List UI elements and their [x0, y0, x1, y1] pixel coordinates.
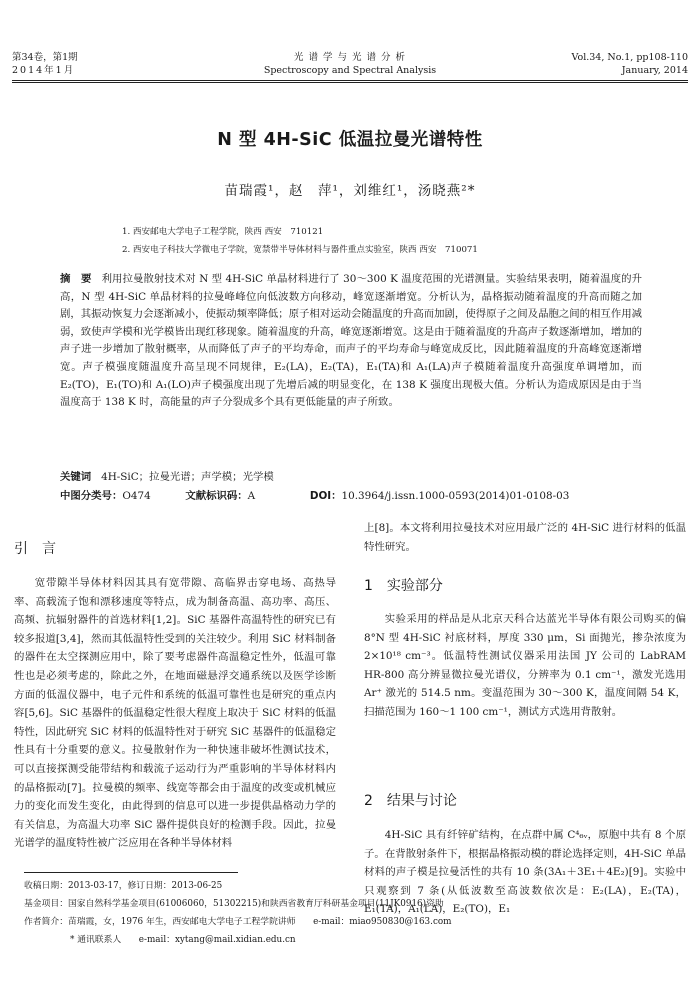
- footnote-author-bio: 作者简介：苗瑞霞，女，1976 年生，西安邮电大学电子工程学院讲师 e-mail：miao950830@163.com: [24, 917, 452, 927]
- journal-name-en: Spectroscopy and Spectral Analysis: [263, 65, 437, 76]
- doc-code-value: A: [247, 490, 256, 502]
- journal-volume: 第34卷，第1期: [12, 52, 78, 63]
- affiliation-1: 1. 西安邮电大学电子工程学院，陕西 西安 710121: [122, 227, 324, 237]
- paper-title: N 型 4H-SiC 低温拉曼光谱特性: [217, 130, 483, 150]
- footnote-fund: 基金项目：国家自然科学基金项目(61006060，51302215)和陕西省教育厅科研基金项目(11JK0916)资助: [24, 899, 444, 909]
- section-1-heading: 1 实验部分: [364, 578, 443, 594]
- keywords-text: 4H-SiC；拉曼光谱；声学模；光学模: [101, 471, 274, 483]
- intro-heading: 引 言: [14, 541, 56, 557]
- journal-name-cn: 光 谱 学 与 光 谱 分 析: [293, 52, 407, 63]
- abstract-text: 利用拉曼散射技术对 N 型 4H-SiC 单晶材料进行了 30～300 K 温度范围的光谱测量。实验结果表明，随着温度的升高，N 型 4H-SiC 单晶材料的拉曼峰峰位向低波数方向移动，峰宽逐渐增宽。分析认为，晶格振动随着温度的升高而随之加剧，其振动恢复力会逐渐减小，使振动频率降低；原子相对运动会随温度的升高而加剧，使得原子之间及晶胞之间的相互作用减弱，致使声学模和光学模皆出现红移现象。随着温度的升高，峰宽逐渐增宽。这是由于随着温度的升高声子数逐渐增加，增加的声子进一步增加了散射概率，从而降低了声子的平均寿命，而声子的平均寿命与峰宽成反比，因此随着温度的升高峰宽逐渐增宽。声子模强度随温度升高呈现不同规律，E₂(LA)，E₂(TA)，E₁(TA)和 A₁(LA)声子模随着温度升高强度单调增加，而 E₂(TO)，E₁(TO)和 A₁(LO)声子模强度出现了先增后减的明显变化，在 138 K 强度出现极大值。分析认为造成原因是由于当温度高于 138 K 时，高能量的声子分裂成多个具有更低能量的声子所致。: [60, 273, 642, 409]
- section-2-heading: 2 结果与讨论: [364, 793, 457, 809]
- section-1-paragraph: 实验采用的样品是从北京天科合达蓝光半导体有限公司购买的偏 8°N 型 4H-SiC 衬底材料，厚度 330 μm，Si 面抛光，掺杂浓度为 2×10¹⁸ cm⁻³。低温特性测试仪器采用法国 JY 公司的 LabRAM HR-800 高分辨显微拉曼光谱仪，分辨率为 0.1 cm⁻¹，激发光选用 Ar⁺ 激光的 514.5 nm。变温范围为 30～300 K，温度间隔 54 K，扫描范围为 160～1 100 cm⁻¹，测试方式选用背散射。: [364, 613, 686, 718]
- header-rule-2: [12, 82, 688, 83]
- doi-label: DOI：: [309, 490, 342, 502]
- journal-date: 2014年1月: [12, 65, 76, 76]
- abstract-label: 摘 要: [60, 273, 92, 285]
- classification-line: [60, 487, 660, 502]
- clc-label: 中图分类号：: [60, 490, 123, 502]
- author-list: 苗瑞霞¹，赵 萍¹，刘维红¹，汤晓燕²*: [224, 183, 476, 199]
- header-rule: [12, 80, 688, 81]
- section-2-paragraph: 4H-SiC 具有纤锌矿结构，在点群中属 C⁴₆ᵥ，原胞中共有 8 个原子。在背散射条件下，根据晶格振动模的群论选择定则，4H-SiC 单晶材料的声子模是拉曼活性的共有 10 条(3A₁＋3E₁＋4E₂)[9]。实验中只观察到 7 条(从低波数至高波数依次是：E₂(LA)，E₂(TA)，E₁(TA)，A₁(LA)，E₂(TO)，E₁: [364, 829, 686, 916]
- doc-code-label: 文献标识码：: [185, 490, 248, 502]
- keywords-label: 关键词: [60, 471, 92, 483]
- doi-value: 10.3964/j.issn.1000-0593(2014)01-0108-03: [341, 490, 570, 502]
- footnote-received: 收稿日期：2013-03-17，修订日期：2013-06-25: [24, 881, 223, 891]
- abstract: [60, 271, 642, 412]
- journal-volume-en: Vol.34, No.1, pp108-110: [571, 52, 688, 63]
- intro-paragraph: 宽带隙半导体材料因其具有宽带隙、高临界击穿电场、高热导率、高载流子饱和漂移速度等特点，成为制备高温、高功率、高压、高频、抗辐射器件的首选材料[1,2]。SiC 基器件高温特性的研究已有较多报道[3,4]，然而其低温特性受到的关注较少。利用 SiC 材料制备的器件在太空探测应用中，除了要考虑器件高温稳定性外，低温可靠性也是必须考虑的，除此之外，在地面磁悬浮交通系统以及医学诊断方面的低温仪器中，电子元件和系统的低温可靠性也是研究的重点内容[5,6]。SiC 基器件的低温稳定性很大程度上取决于 SiC 材料的低温特性，因此研究 SiC 材料的低温特性对于研究 SiC 基器件的低温稳定性具有十分重要的意义。拉曼散射作为一种快速非破坏性测试技术，可以直接探测受能带结构和载流子运动行为严重影响的半导体材料内的晶格振动[7]。拉曼模的频率、线宽等都会由于温度的改变或机械应力的变化而发生变化，由此得到的信息可以进一步提供晶格动力学的有关信息，为高温大功率 SiC 器件提供良好的检测手段。因此，拉曼光谱学的温度特性被广泛应用在各种半导体材料: [14, 577, 336, 850]
- affiliation-2: 2. 西安电子科技大学微电子学院，宽禁带半导体材料与器件重点实验室，陕西 西安 710071: [122, 245, 478, 255]
- clc-value: O474: [122, 490, 151, 502]
- footnote-corresponding: * 通讯联系人 e-mail：xytang@mail.xidian.edu.cn: [70, 935, 296, 945]
- footnote-rule: [24, 872, 238, 873]
- right-column-opening: 上[8]。本文将利用拉曼技术对应用最广泛的 4H-SiC 进行材料的低温特性研究。: [364, 522, 686, 553]
- keywords: [60, 468, 274, 483]
- journal-date-en: January, 2014: [621, 65, 688, 76]
